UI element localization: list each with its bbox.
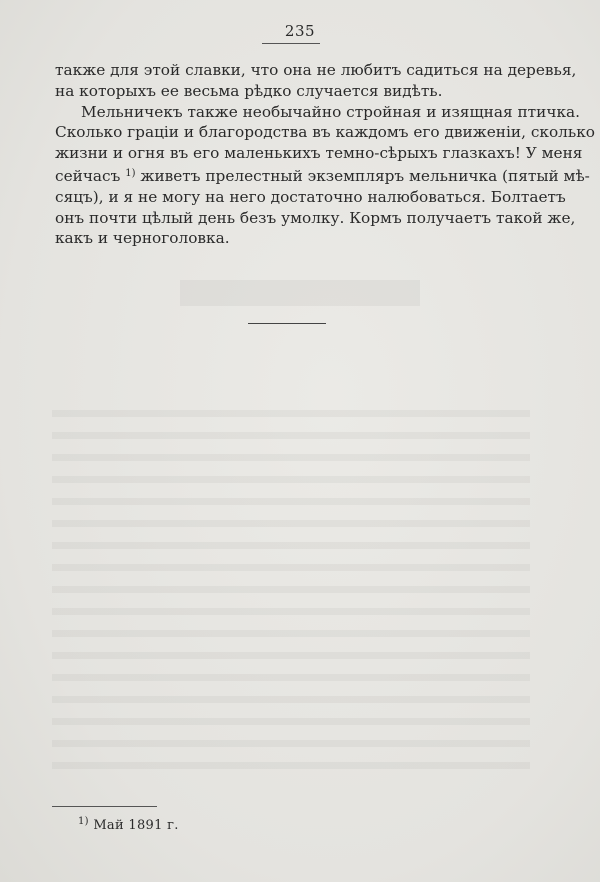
text-line: онъ почти цѣлый день безъ умолку. Кормъ получаетъ такой же, (55, 208, 576, 227)
text-line-with-footnote (55, 164, 590, 187)
text-line: жизни и огня въ его маленькихъ темно-сѣрыхъ глазкахъ! У меня (55, 144, 583, 163)
text-line: на которыхъ ее весьма рѣдко случается видѣть. (55, 81, 443, 100)
text-line: какъ и черноголовка. (55, 229, 230, 248)
text-line: также для этой славки, что она не любитъ садиться на деревья, (55, 61, 577, 79)
text-line: Сколько граціи и благородства въ каждомъ его движеніи, сколько (55, 123, 595, 142)
text-fragment: сейчасъ (55, 166, 121, 185)
footnote-marker: 1) (78, 816, 89, 827)
footnote-divider (52, 806, 157, 807)
text-line: Мельничекъ также необычайно стройная и изящная птичка. (81, 102, 581, 121)
page-number-rule (262, 43, 320, 44)
footnote (78, 816, 179, 833)
show-through-title (180, 280, 420, 306)
text-fragment: живетъ прелестный экземпляръ мельничка (пятый мѣ- (140, 166, 590, 185)
footnote-reference: 1) (125, 167, 136, 179)
show-through-text (52, 410, 530, 780)
footnote-text: Май 1891 г. (93, 818, 179, 833)
body-text (55, 60, 595, 249)
section-divider (248, 323, 326, 324)
text-line: сяцъ), и я не могу на него достаточно налюбоваться. Болтаетъ (55, 187, 566, 206)
page-number: 235 (284, 22, 316, 40)
